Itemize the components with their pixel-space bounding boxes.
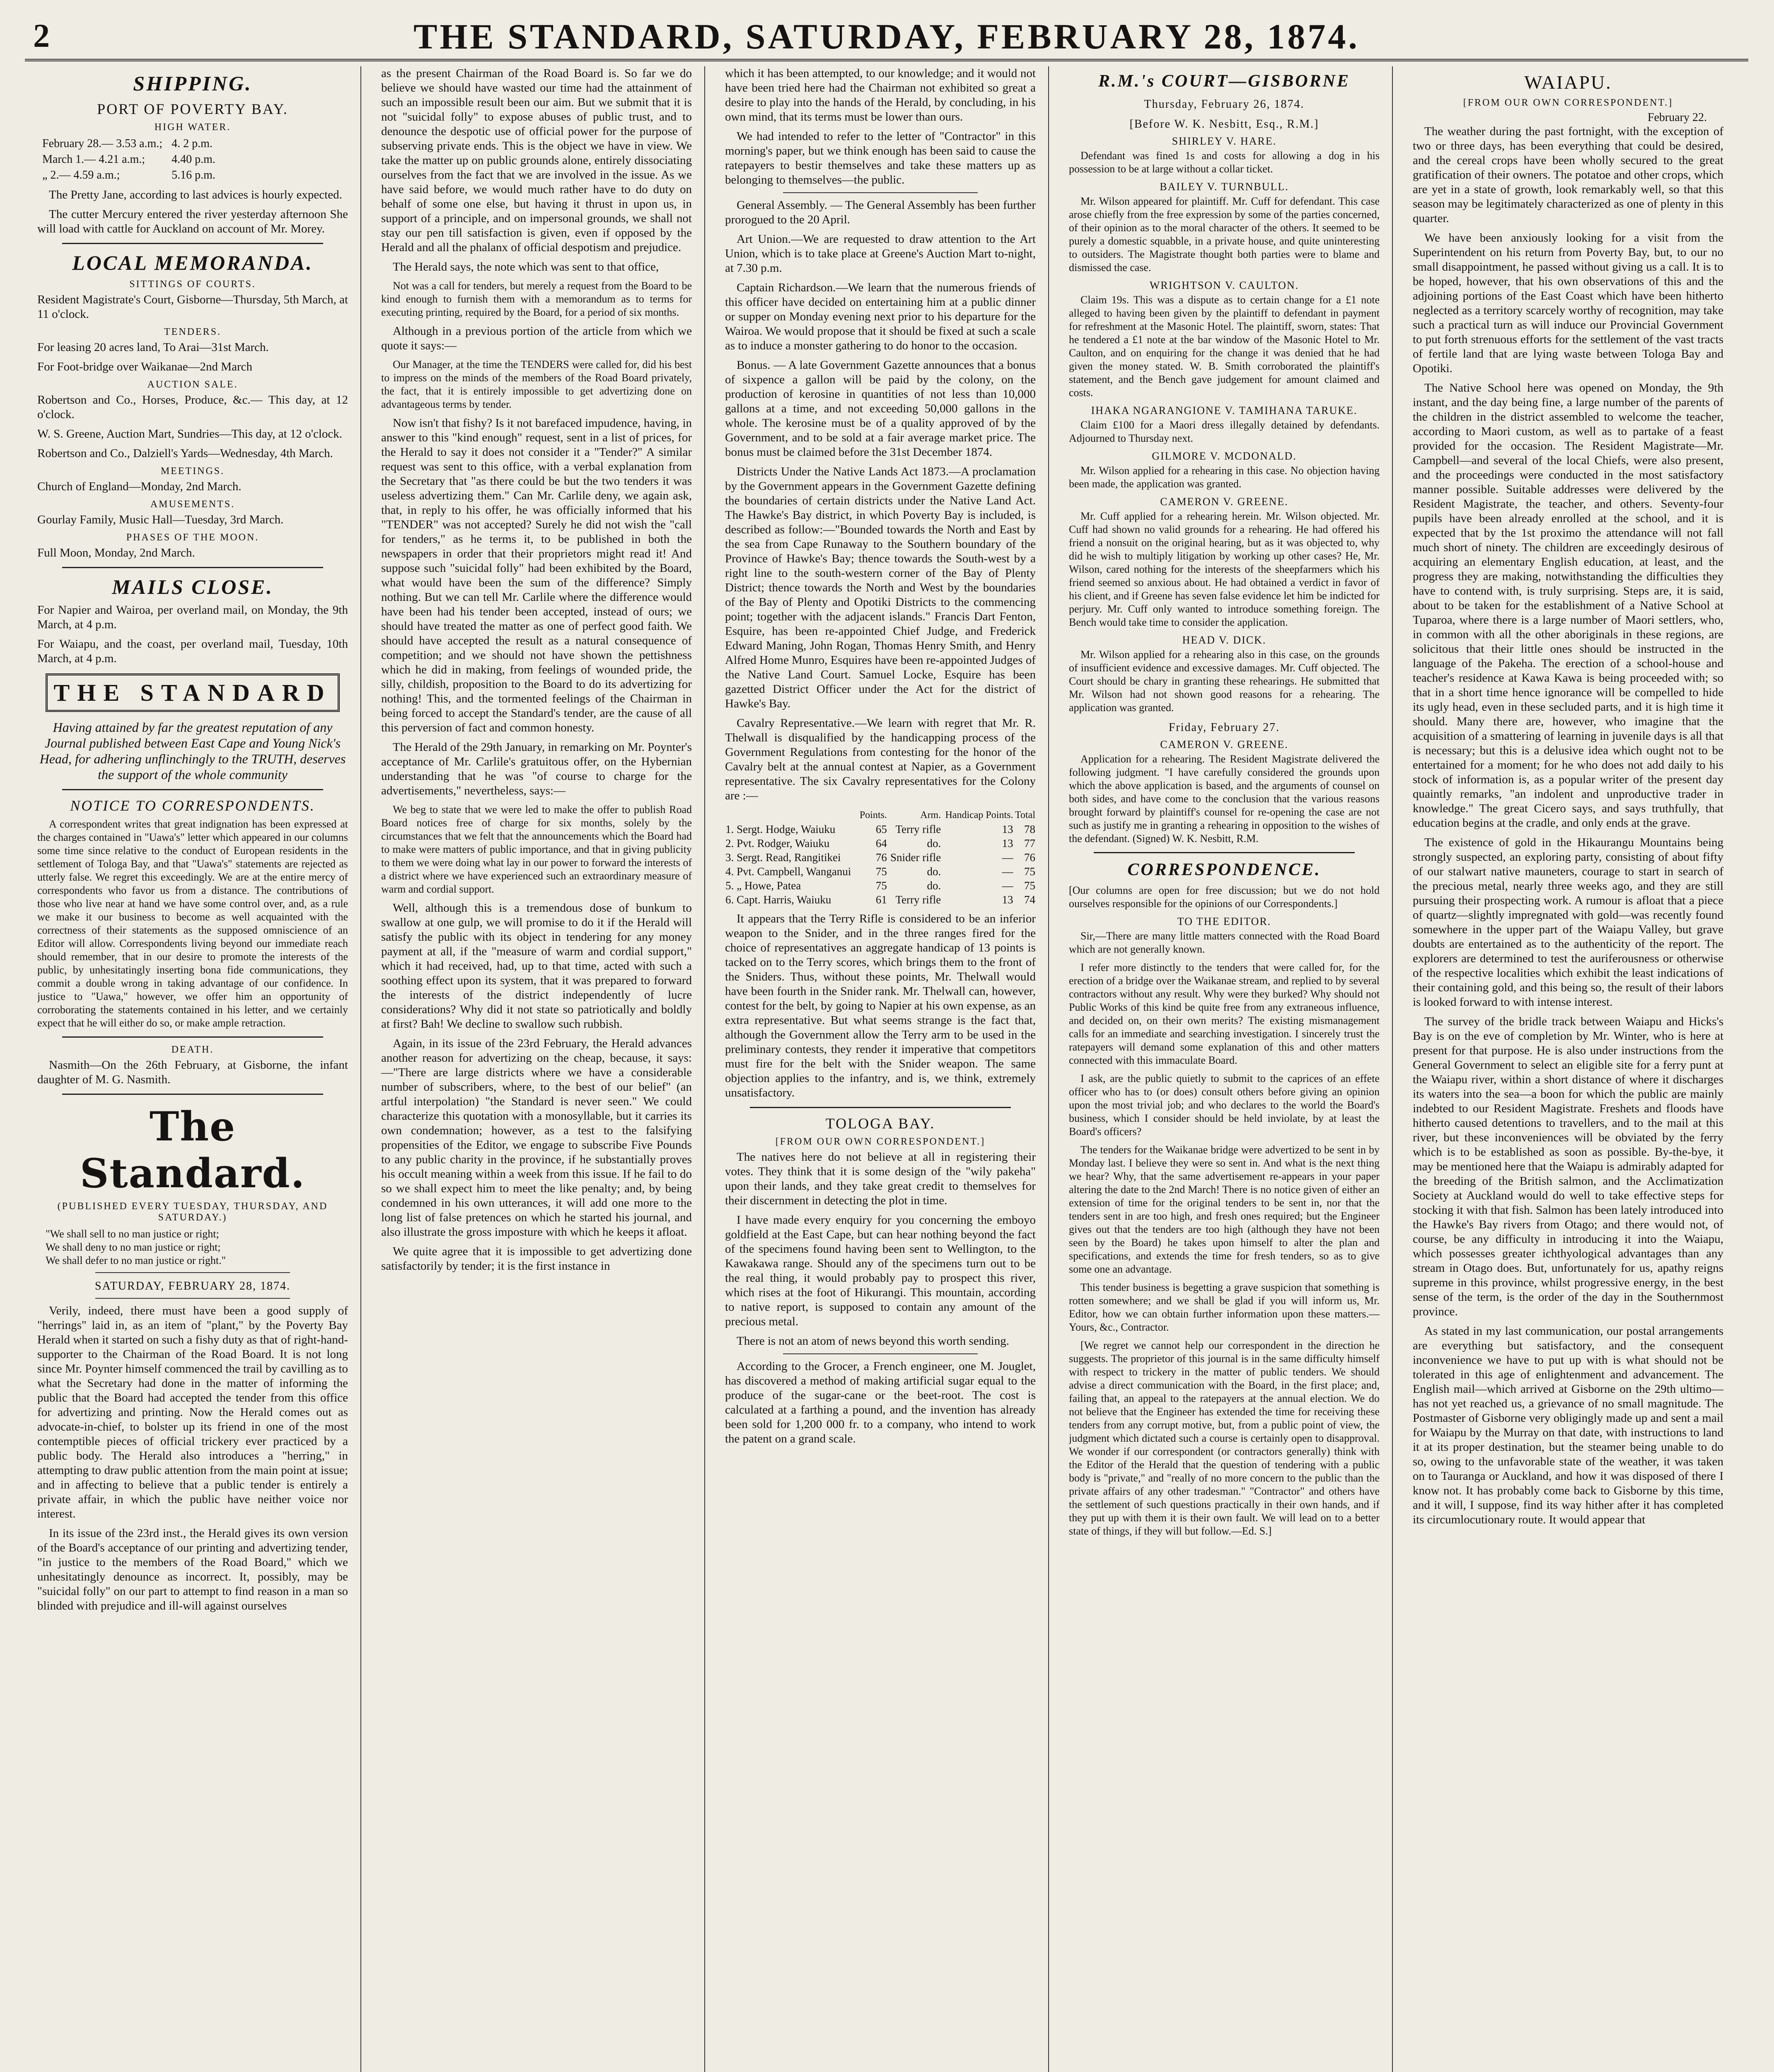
cavalry-arm: do. xyxy=(927,837,941,850)
editorial-para: We quite agree that it is impossible to get advertizing done satisfactorily by tender; it is the first instance in xyxy=(381,1245,692,1273)
column-rule xyxy=(1048,66,1049,2072)
cavalry-table xyxy=(725,808,1036,907)
cavalry-header-row xyxy=(725,808,1036,822)
waiapu-dateline: February 22. xyxy=(1647,111,1707,124)
case-text: Mr. Wilson applied for a rehearing also in this case, on the grounds of insufficient evidence and excessive damages. Mr. Cuff objected. The Court should be chary in granting these rehearings. He submitted that Mr. Wilson had not shown good reasons for a rehearing. The application was granted. xyxy=(1069,649,1380,714)
column-rule xyxy=(704,66,705,2072)
news-item: It appears that the Terry Rifle is considered to be an inferior weapon to the Snider, and in the three ranges fired for the choice of representatives an aggregate handicap of 13 points is tacked on to the Terry scores, which brings them to the front of the Sniders. Thus, without these points, Mr. Thelwall would have been fourth in the Snider rank. Mr. Thelwall can, however, contest for the belt, by going to Napier at his own expense, as an extra representative. But what seems strange is the fact that, although the Government allow the Terry arm to be used in the preliminary contests, they render it imperative that competitors must fire for the belt with the Snider weapon. The same objection applies to the infantry, and is, we think, extremely unsatisfactory. xyxy=(725,912,1036,1099)
tide-evening: 4.40 p.m. xyxy=(172,153,215,166)
tologa-para: I have made every enquiry for you concerning the emboyo goldfield at the East Cape, but can hear nothing beyond the fact of the specimens found having been sent to Wellington, to the Kawakawa range. Should any of the specimens turn out to be the real thing, it would probably pay to prospect this river, which rises at the foot of Hikurangi. This mountain, according to native report, is supposed to contain any amount of the precious metal. xyxy=(725,1213,1036,1328)
amusements-text: Gourlay Family, Music Hall—Tuesday, 3rd March. xyxy=(37,513,284,526)
cavalry-header: Total xyxy=(1015,810,1035,821)
waiapu-heading: WAIAPU. xyxy=(1524,72,1612,93)
cavalry-handicap: 13 xyxy=(1002,893,1013,906)
mails-heading: MAILS CLOSE. xyxy=(112,575,273,598)
auction-item: W. S. Greene, Auction Mart, Sundries—This day, at 12 o'clock. xyxy=(37,427,343,441)
cavalry-total: 78 xyxy=(1024,823,1035,835)
cavalry-arm: Terry rifle xyxy=(895,893,941,906)
case-title: WRIGHTSON V. CAULTON. xyxy=(1149,279,1299,291)
cavalry-total: 77 xyxy=(1024,837,1035,850)
cavalry-name: 5. „ Howe, Patea xyxy=(725,879,801,892)
divider xyxy=(783,1353,978,1354)
editorial-para: which it has been attempted, to our knowledge; and it would not have been tried here had the Chairman not exhibited so great a desire to play into the hands of the Herald, by concluding, in his own mind, that its terms must be lower than ours. xyxy=(725,67,1036,123)
tide-evening: 5.16 p.m. xyxy=(172,169,215,182)
banner-text: Having attained by far the greatest reputation of any Journal published between East Cape and Young Nick's Head, for adhering unflinchingly to the TRUTH, deserves the support of the whole community xyxy=(39,720,346,782)
tologa-para: The natives here do not believe at all in registering their votes. They think that it is some design of the "wily pakeha" upon their lands, and they take great credit to themselves for their discernment in detecting the plot in time. xyxy=(725,1150,1036,1207)
editorial-para: Verily, indeed, there must have been a good supply of "herrings" laid in, as an item of "plant," by the Poverty Bay Herald when it started on such a fishy duty as that of right-hand-supporter to the Chairman of the Road Board. It is not long since Mr. Poynter himself commenced the trail by cavilling as to what the Secretary had done in the matter of informing the public that the Board had accepted the tender from this office for advertizing and printing. Now the Herald comes out as advocate-in-chief, to bolster up its friend in one of the most contemptible pieces of official trickery ever practiced by a public body. The Herald also introduces a "herring," in attempting to draw public attention from the main point at issue; and in affecting to believe that a public tender is entirely a private affair, in which the public have neither voice nor interest. xyxy=(37,1304,348,1520)
cavalry-name: 4. Pvt. Campbell, Wanganui xyxy=(725,865,851,878)
cavalry-arm: Snider rifle xyxy=(890,851,941,864)
editorial-para: The Herald says, the note which was sent to that office, xyxy=(393,260,659,274)
news-item: Districts Under the Native Lands Act 1873.—A proclamation by the Government appears in the Government Gazette defining the boundaries of certain districts under the Native Land Act. The Hawke's Bay district, in which Poverty Bay is included, is described as follow:—"Bounded towards the North and East by the sea from Cape Runaway to the Southern boundary of the Province of Hawke's Bay; thence towards the South-west by a right line to the south-western corner of the Bay of Plenty District; thence towards the North and West by the boundaries of the Bay of Plenty and Opotiki Districts to the commencing point; together with the adjacent islands." Francis Dart Fenton, Esquire, has been re-appointed Chief Judge, and Frederick Edward Maning, John Rogan, Thomas Henry Smith, and Henry Alfred Home Munro, Esquires have been re-appointed Judges of the Native Land Court. Samuel Locke, Esquire has been gazetted District Officer under the Act for the district of Hawke's Bay. xyxy=(725,465,1036,710)
case-text: Mr. Cuff applied for a rehearing herein. Mr. Wilson objected. Mr. Cuff had shown no valid grounds for a rehearing. He had offered his friend a nonsuit on the original hearing, but as it was objected to, why did he wish to multiply litigation by working up other cases? He, Mr. Wilson, cared nothing for the interests of the sheepfarmers which his friend seemed so anxious about. He had obtained a verdict in favor of his client, and if Greene has seven false evidence let him be indicted for perjury. Mr. Cuff only wanted to introduce something foreign. The Bench would take time to consider the application. xyxy=(1069,510,1380,628)
divider xyxy=(750,1107,1011,1108)
mail-item: For Waiapu, and the coast, per overland mail, Tuesday, 10th March, at 4 p.m. xyxy=(37,637,348,665)
editorial-quote: Our Manager, at the time the TENDERS were called for, did his best to impress on the minds of the members of the Road Board privately, the fact, that it is entirely impossible to get advertizing done on advantageous terms by tender. xyxy=(381,358,692,410)
date-line: SATURDAY, FEBRUARY 28, 1874. xyxy=(95,1280,290,1293)
cavalry-row xyxy=(725,879,1036,893)
editor-note: [We regret we cannot help our correspondent in the direction he suggests. The proprietor of this journal is in the same difficulty himself with respect to trickery in the matter of public tenders. We should advise a direct communication with the Board, in the first place; and, failing that, an appeal to the ratepayers at the annual election. We do not believe that the Engineer has extended the time for receiving these tenders from any corrupt motive, but, from a public point of view, the judgment which dictated such a course is certainly open to disapproval. We wonder if our correspondent (or contractors generally) think with the Editor of the Herald that the question of tendering with a public body is "private," and "really of no more concern to the public than the private affairs of any other tradesman." "Contractor" and others have the settlement of such questions practically in their own hands, and if they put up with them it is their own fault. We will lead on to a better state of things, if they will but follow.—Ed. S.] xyxy=(1069,1339,1380,1537)
cavalry-handicap: 13 xyxy=(1002,823,1013,835)
letter-para: I ask, are the public quietly to submit to the caprices of an effete officer who has to (or does) consult others before giving an opinion upon the most trivial job; and who declares to the world the Board's business, which I consider should be held inviolate, by at least the Board's officers? xyxy=(1069,1072,1380,1138)
page-title: THE STANDARD, SATURDAY, FEBRUARY 28, 1874. xyxy=(413,17,1360,56)
case-text: Mr. Wilson applied for a rehearing in this case. No objection having been made, the application was granted. xyxy=(1069,465,1380,490)
news-item: Bonus. — A late Government Gazette announces that a bonus of sixpence a gallon will be paid by the colony, on the production of kerosine in quantities of not less than 10,000 gallons at a time, and not exceeding 50,000 gallons in the whole. The kerosine must be of a quality approved of by the Government, and to be sold at a fair average market price. The bonus must be claimed before the 31st December 1874. xyxy=(725,358,1036,459)
court-date: Thursday, February 26, 1874. xyxy=(1144,98,1305,111)
case-text: Application for a rehearing. The Resident Magistrate delivered the following judgment. "I have carefully considered the grounds upon which the above application is based, and the arguments of counsel on both sides, and have come to the conclusion that the various reasons brought forward by plaintiff's counsel for re-opening the case are not such as justify me in granting a rehearing in opposition to the wishes of the defendant. (Signed) W. K. Nesbitt, R.M. xyxy=(1069,753,1380,845)
meetings-heading: MEETINGS. xyxy=(160,466,225,477)
column-2 xyxy=(381,66,692,2072)
column-4 xyxy=(1069,66,1380,2072)
case-title: CAMERON V. GREENE. xyxy=(1160,738,1288,750)
auction-item: Robertson and Co., Horses, Produce, &c.— This day, at 12 o'clock. xyxy=(37,393,348,421)
case-title: BAILEY V. TURNBULL. xyxy=(1160,181,1289,193)
editorial-para: Again, in its issue of the 23rd February, the Herald advances another reason for advertizing on the cheap, because, it says:—"There are large districts where we have a considerable number of subscribers, where, to the best of our belief" (an artful interpolation) "the Standard is never seen." We could characterize this quotation with a monosyllable, but it carries its own condemnation; however, as a test to the falsifying propensities of the Editor, we engage to subscribe Five Pounds to any public charity in the province, if he substantially proves his occult meaning within a week from this issue. If he fail to do so we shall expect him to meet the like penalty; and, by being condemned in his own utterances, it will add one more to the long list of false pretences on which he started his journal, and also illustrate the gross imposture with which he keeps it afloat. xyxy=(381,1037,692,1239)
tologa-byline: [FROM OUR OWN CORRESPONDENT.] xyxy=(775,1136,986,1147)
waiapu-para: The existence of gold in the Hikaurangu Mountains being strongly suspected, an exploring party, consisting of about fifty of our stalwart native mauneters, courage to start in search of the precious metal, nearly three weeks ago, and they are still pursuing their prospecting work. A rumour is afloat that a piece of quartz—slightly impregnated with gold—was recently found somewhere in the upper part of the Waiapu Valley, but grave doubts are entertained as to the authenticity of the report. The explorers are determined to test the auriferousness or otherwise of the respective localities which exhibit the least indications of their containing gold, and this being so, the result of their labors is looked forward to with intense interest. xyxy=(1413,836,1723,1009)
standard-banner: THE STANDARD xyxy=(46,673,340,712)
cavalry-row xyxy=(725,850,1036,864)
published-note: (PUBLISHED EVERY TUESDAY, THURSDAY, AND SATURDAY.) xyxy=(57,1201,328,1223)
correspondence-note: [Our columns are open for free discussion; but we do not hold ourselves responsible for the opinions of our Correspondents.] xyxy=(1069,884,1380,910)
waiapu-byline: [FROM OUR OWN CORRESPONDENT.] xyxy=(1463,97,1673,108)
editorial-para: We had intended to refer to the letter of "Contractor" in this morning's paper, but we think enough has been said to cause the ratepayers to bestir themselves and take these matters up as belonging to themselves—the public. xyxy=(725,130,1036,186)
case-title: CAMERON V. GREENE. xyxy=(1160,496,1288,508)
tide-row xyxy=(38,136,220,151)
tenders-heading: TENDERS. xyxy=(164,327,221,337)
letter-para: I refer more distinctly to the tenders that were called for, for the erection of a bridge over the Waikanae stream, and replied to by several contractors without any result. Why were they burked? Why should not Public Works of this kind be quite free from any extraneous influence, and decided on, on their own merits? The existing mismanagement calls for an immediate and searching investigation. I sincerely trust the ratepayers will demand some explanation of this and other matters connected with this immaculate Board. xyxy=(1069,961,1380,1066)
editorial-quote: Not was a call for tenders, but merely a request from the Board to be kind enough to furnish them with a memorandum as to terms for executing printing, required by the Board, for a period of six months. xyxy=(381,280,692,318)
shipping-heading: SHIPPING. xyxy=(133,72,252,95)
case-title: SHIRLEY V. HARE. xyxy=(1172,135,1277,147)
divider xyxy=(62,789,323,790)
editorial-quote: We beg to state that we were led to make the offer to publish Road Board notices free of charge for six months, solely by the circumstances that we felt that the announcements which the Board had to make were matters of public importance, and that in giving publicity to them we were doing what lay in our power to forward the interests of a district where we have experienced such an extraordinary measure of warm and cordial support. xyxy=(381,804,692,895)
court-date: Friday, February 27. xyxy=(1168,721,1280,734)
tender-item: For leasing 20 acres land, To Arai—31st March. xyxy=(37,341,269,354)
column-1 xyxy=(37,66,348,2072)
tologa-para: There is not an atom of news beyond this worth sending. xyxy=(737,1334,1010,1348)
column-rule xyxy=(1392,66,1393,2072)
tide-morning: March 1.— 4.21 a.m.; xyxy=(42,153,145,166)
cavalry-name: 3. Sergt. Read, Rangitikei xyxy=(725,851,841,864)
column-5 xyxy=(1413,66,1723,2072)
cavalry-row xyxy=(725,893,1036,907)
court-before: [Before W. K. Nesbitt, Esq., R.M.] xyxy=(1129,118,1319,131)
cavalry-total: 75 xyxy=(1024,865,1035,878)
case-text: Claim 19s. This was a dispute as to certain change for a £1 note alleged to having been given by the plaintiff to defendant in payment for refreshment at the Masonic Hotel. The plaintiff, sworn, states: That he tendered a £1 note at the bar window of the Masonic Hotel to Mr. Caulton, and on enquiring for the change it was denied that he had given the money stated. W. B. Smith corroborated the plaintiff's statement, and the Bench gave judgement for amount claimed and costs. xyxy=(1069,294,1380,399)
cavalry-arm: Terry rifle xyxy=(895,823,941,835)
moon-text: Full Moon, Monday, 2nd March. xyxy=(37,546,195,559)
waiapu-para: We have been anxiously looking for a visit from the Superintendent on his return from Poverty Bay, but, to our no small disappointment, he passed without giving us a call. It is to be hoped, however, that his own observations of this and the adjoining portions of the East Coast which have been hitherto neglected as a territory scarcely worthy of recognition, may take such a practical turn as will induce our Provincial Government to put forth strenuous efforts for the settlement of the vast tracts of fertile land that are lying waste between Tologa Bay and Opotiki. xyxy=(1413,231,1723,375)
letter-para: Sir,—There are many little matters connected with the Road Board which are not generally known. xyxy=(1069,930,1380,955)
waiapu-para: As stated in my last communication, our postal arrangements are everything but satisfactory, and the consequent inconvenience we have to put up with is what should not be tolerated in this age of enlightenment and advancement. The English mail—which arrived at Gisborne on the 29th ultimo—has not yet reached us, a grievance of no small magnitude. The Postmaster of Gisborne very obligingly made up and sent a mail for Waiapu by the Murray on that date, with instructions to land it at its proper destination, but the steamer being unable to do so, owing to the unfavorable state of the weather, it was taken on to Tauranga or Auckland, and how it was disposed of there I know not. It has probably come back to Gisborne by this time, and it will, I suppose, find its way hither after it has completed its circumlocutionary route. It would appear that xyxy=(1413,1324,1723,1526)
cavalry-handicap: — xyxy=(1002,851,1013,864)
tender-item: For Foot-bridge over Waikanae—2nd March xyxy=(37,360,252,373)
cavalry-points: 64 xyxy=(875,837,887,850)
tide-morning: February 28.— 3.53 a.m.; xyxy=(42,137,163,150)
cavalry-arm: do. xyxy=(927,879,941,892)
cavalry-name: 2. Pvt. Rodger, Waiuku xyxy=(725,837,830,850)
divider xyxy=(95,1272,290,1273)
local-heading: LOCAL MEMORANDA. xyxy=(72,251,313,274)
waiapu-para: The survey of the bridle track between Waiapu and Hicks's Bay is on the eve of completion by Mr. Winter, who is here at present for that purpose. He is also under instructions from the General Government to select an eligible site for a ferry punt at the Waiapu river, within a short distance of where it discharges its waters into the sea—a boon for which the public are mainly indebted to our Resident Magistrate. Freshets and floods have hitherto caused detentions to travellers, and to the mail at this river, but these inconveniences will be obviated by the ferry which is to be established as soon as possible. By-the-bye, it may be mentioned here that the Waiapu is admirably adapted for the breeding of the British salmon, and the Acclimatization Society at Auckland would do well to take effective steps for stocking it with that fish. Salmon has been lately introduced into the Hawke's Bay rivers from Otago; and there would not, of course, be any difficulty in introducing it into the Waiapu, which possesses greater ichthyological advantages than any stream in Otago does. But, unfortunately for us, apathy reigns supreme in this province, whilst progressive energy, in the best sense of the term, is the order of the day in the Southernmost province. xyxy=(1413,1015,1723,1318)
standard-logo: The Standard. xyxy=(80,1103,306,1197)
notice-heading: NOTICE TO CORRESPONDENTS. xyxy=(70,797,315,814)
cavalry-handicap: 13 xyxy=(1002,837,1013,850)
tologa-para: According to the Grocer, a French engineer, one M. Jouglet, has discovered a method of making artificial sugar equal to the produce of the sugar-cane or the beet-root. The cost is calculated at a farthing a pound, and the invention has already been sold for 1,200 000 fr. to a company, who intend to work the patent on a grand scale. xyxy=(725,1360,1036,1445)
letter-para: The tenders for the Waikanae bridge were advertized to be sent in by Monday last. I believe they were so sent in. And what is the next thing we hear? Why, that the same advertisement re-appears in your paper altering the date to the 2nd March! There is no notice given of either an extension of time for the original tenders to be sent in, nor that the tenders sent in are too high, and fresh ones required; but the Engineer gives out that the tenders are too high (although they have not been seen by the Board) he takes upon himself to alter the plan and specifications, and extends the time for fresh tenders, so as to give some one an advantage. xyxy=(1069,1144,1380,1275)
letter-para: This tender business is begetting a grave suspicion that something is rotten somewhere; and we shall be glad if you will inform us, Mr. Editor, how we can obtain further information upon these matters.—Yours, &c., Contractor. xyxy=(1069,1281,1380,1333)
case-title: HEAD V. DICK. xyxy=(1182,634,1266,646)
cavalry-points: 76 xyxy=(875,851,887,864)
divider xyxy=(62,1036,323,1038)
cavalry-header: Points. xyxy=(859,810,887,821)
sittings-heading: SITTINGS OF COURTS. xyxy=(129,279,256,290)
shipping-para: The Pretty Jane, according to last advices is hourly expected. xyxy=(49,188,342,201)
column-3 xyxy=(725,66,1036,2072)
tide-evening: 4. 2 p.m. xyxy=(172,137,213,150)
sittings-text: Resident Magistrate's Court, Gisborne—Thursday, 5th March, at 11 o'clock. xyxy=(37,293,348,321)
news-item: Cavalry Representative.—We learn with regret that Mr. R. Thelwall is disqualified by the handicapping process of the Government Regulations from contesting for the honor of the Cavalry belt at the annual contest at Napier, as a Government representative. The six Cavalry representatives for the Colony are :— xyxy=(725,716,1036,802)
news-item: Art Union.—We are requested to draw attention to the Art Union, which is to take place at Greene's Auction Mart to-night, at 7.30 p.m. xyxy=(725,232,1036,275)
amusements-heading: AMUSEMENTS. xyxy=(150,499,235,510)
cavalry-points: 61 xyxy=(875,893,887,906)
cavalry-points: 75 xyxy=(875,879,887,892)
court-heading: R.M.'s COURT—GISBORNE xyxy=(1098,72,1350,91)
news-item: Captain Richardson.—We learn that the numerous friends of this officer have decided on entertaining him at a public dinner or supper on Monday evening next prior to his departure for the Wairoa. We would propose that it should be fixed at such a scale as to induce a monster gathering to do honor to the occasion. xyxy=(725,281,1036,352)
divider xyxy=(1094,852,1355,853)
tide-row xyxy=(38,152,220,167)
cavalry-name: 1. Sergt. Hodge, Waiuku xyxy=(725,823,836,835)
cavalry-name: 6. Capt. Harris, Waiuku xyxy=(725,893,831,906)
motto-line: "We shall sell to no man justice or right; xyxy=(46,1228,219,1240)
correspondence-heading: CORRESPONDENCE. xyxy=(1127,860,1321,879)
divider xyxy=(62,1094,323,1095)
waiapu-para: The weather during the past fortnight, with the exception of two or three days, has been everything that could be desired, and the cereal crops have been wholly secured to the great gratification of their owners. The potatoe and other crops, which are yet in a state of growth, look remarkably well, so that this season may be legitimately characterized as one of plenty in this quarter. xyxy=(1413,125,1723,225)
cavalry-points: 75 xyxy=(875,865,887,878)
editorial-para: In its issue of the 23rd inst., the Herald gives its own version of the Board's acceptance of our printing and advertizing tender, "in justice to the members of the Road Board," which we unhesitatingly denounce as incorrect. It, possibly, may be "suicidal folly" on our part to attempt to find reason in a man so blinded with prejudice and ill-will against ourselves xyxy=(37,1527,348,1612)
cavalry-points: 65 xyxy=(875,823,887,835)
cavalry-arm: do. xyxy=(927,865,941,878)
cavalry-handicap: — xyxy=(1002,865,1013,878)
cavalry-row xyxy=(725,836,1036,850)
editorial-para: Although in a previous portion of the article from which we quote it says:— xyxy=(381,324,692,352)
column-rule xyxy=(360,66,361,2072)
motto xyxy=(46,1227,340,1267)
editorial-para: Now isn't that fishy? Is it not barefaced impudence, having, in answer to this "kind enough" request, sent in a list of prices, for the Herald to say it does not consider it a "Tender?" A similar request was sent to this office, with a verbal explanation from the Secretary that "as there could be but the two tenders it was useless advertizing them." Can Mr. Carlile deny, we again ask, that, in reply to his offer, he was officially informed that his "TENDER" was not accepted? Surely he did not wish the "call for tenders," as he terms it, to be published in both the newspapers in order that their proprietors might read it! And suppose such "suicidal folly" had been exhibited by the Board, what would have been the sum of the difference? Simply nothing. But we can tell Mr. Carlile where the difference would have been had his tender been accepted, instead of ours; we should have treated the matter as one of perfect good faith. We should have accepted the result as a natural consequence of competition; and we should not have shown the pettishness which he did in making, from feelings of wounded pride, the silly, childish, proposition to the Board to do its advertizing for nothing! This, and the tormented feelings of the Chairman in being forced to accept the Standard's tender, are the cause of all this perversion of fact and common honesty. xyxy=(381,416,692,734)
case-text: Mr. Wilson appeared for plaintiff. Mr. Cuff for defendant. This case arose chiefly from the free expression by some of the parties concerned, of their opinion as to the moral character of the others. It seemed to be purely a domestic squabble, in a private house, and quite uninteresting to outsiders. The Magistrate thought both parties were to blame and dismissed the case. xyxy=(1069,195,1380,274)
divider xyxy=(62,567,323,568)
tide-table xyxy=(37,136,220,184)
tide-morning: „ 2.— 4.59 a.m.; xyxy=(42,169,120,182)
auction-heading: AUCTION SALE. xyxy=(147,379,238,390)
cavalry-handicap: — xyxy=(1002,879,1013,892)
death-text: Nasmith—On the 26th February, at Gisborne, the infant daughter of M. G. Nasmith. xyxy=(37,1058,348,1086)
case-title: GILMORE V. MCDONALD. xyxy=(1152,450,1297,462)
case-text: Defendant was fined 1s and costs for allowing a dog in his possession to be at large without a collar ticket. xyxy=(1069,150,1380,175)
cavalry-total: 76 xyxy=(1024,851,1035,864)
divider xyxy=(95,1298,290,1299)
moon-heading: PHASES OF THE MOON. xyxy=(126,532,259,543)
shipping-para: The cutter Mercury entered the river yesterday afternoon She will load with cattle for Auckland on account of Mr. Morey. xyxy=(37,208,348,235)
news-item: General Assembly. — The General Assembly has been further prorogued to the 20 April. xyxy=(725,198,1036,226)
divider xyxy=(62,243,323,244)
cavalry-row xyxy=(725,864,1036,879)
death-heading: DEATH. xyxy=(171,1044,214,1055)
editorial-para: The Herald of the 29th January, in remarking on Mr. Poynter's acceptance of Mr. Carlile's gratuitous offer, on the Hybernian understanding that he was "of course to charge for the advertisements," nevertheless, says:— xyxy=(381,741,692,797)
notice-text: A correspondent writes that great indignation has been expressed at the charges contained in "Uawa's" letter which appeared in our columns some time since relative to the conduct of European residents in the settlement of Tologa Bay, and that "Uawa's" statements are rejected as utterly false. We regret this exceedingly. We are at the entire mercy of correspondents who favor us from a distance. The contributions of those who live near at hand we have some control over, and, as a rule we make it our business to become as well acquainted with the correctness of their statements as the supposed omniscience of an Editor will allow. Correspondents living beyond our immediate reach should remember, that in our desire to promote the interests of the public, by unhesitatingly inserting bona fide communications, they commit a double wrong in taking advantage of our confidence. In justice to "Uawa," however, we offer him an opportunity of corroborating the statements contained in his letter, and we certainly expect that he will either do so, or make ample retraction. xyxy=(37,818,348,1029)
cavalry-header: Arm. xyxy=(920,810,941,821)
divider xyxy=(783,192,978,193)
masthead xyxy=(25,13,1748,61)
motto-line: We shall defer to no man justice or right." xyxy=(46,1254,226,1266)
motto-line: We shall deny to no man justice or right; xyxy=(46,1241,221,1253)
cavalry-total: 75 xyxy=(1024,879,1035,892)
high-water-heading: HIGH WATER. xyxy=(154,122,231,133)
case-text: Claim £100 for a Maori dress illegally detained by defendants. Adjourned to Thursday next. xyxy=(1069,419,1380,444)
mail-item: For Napier and Wairoa, per overland mail, on Monday, the 9th March, at 4 p.m. xyxy=(37,603,348,631)
page-number: 2 xyxy=(33,18,50,54)
meetings-text: Church of England—Monday, 2nd March. xyxy=(37,480,242,493)
tide-row xyxy=(38,168,220,183)
editorial-para: Well, although this is a tremendous dose of bunkum to swallow at one gulp, we will promise to do it if the Herald will satisfy the public with its object in tendering for any money payment at all, if the "measure of warm and cordial support," which it had received, had, up to that time, acted with such a soothing effect upon its system, that it was prepared to forward the interests of the district independently of lucre considerations? Why did it not state so patriotically and boldly at first? Bah! We decline to swallow such rubbish. xyxy=(381,901,692,1031)
cavalry-total: 74 xyxy=(1024,893,1035,906)
case-title: IHAKA NGARANGIONE V. TAMIHANA TARUKE. xyxy=(1091,404,1358,416)
auction-item: Robertson and Co., Dalziell's Yards—Wednesday, 4th March. xyxy=(37,447,333,460)
tologa-heading: TOLOGA BAY. xyxy=(825,1115,935,1132)
cavalry-row xyxy=(725,822,1036,836)
port-heading: PORT OF POVERTY BAY. xyxy=(97,101,288,117)
waiapu-para: The Native School here was opened on Monday, the 9th instant, and the day being fine, a large number of the parents of the children in the district assembled to welcome the teacher, according to Maori custom, as well as to partake of a feast provided for the occasion. The Resident Magistrate—Mr. Campbell—and several of the local Chiefs, were also present, and the proceedings were conducted in the most satisfactory manner possible. Suitable addresses were delivered by the Resident Magistrate, the teacher, and others. Seventy-four pupils have been already enrolled at the school, and it is expected that by the 1st proximo the attendance will not fall much short of ninety. The children are exceedingly desirous of acquiring an elementary English education, at least, and the progress they are making, notwithstanding the difficulties they have to contend with, is truly surprising. Steps are, it is said, about to be taken for the establishment of a Native School at Tuparoa, where there is a large number of Maori settlers, who, in common with all the other aboriginals in these regions, are solicitous that their little ones should be instructed in the language of the Pakeha. The erection of a school-house and teacher's residence at Kawa Kawa is being proceeded with; so that in a short time hence ignorance will be compelled to hide its ugly head, even in these secluded parts, and it is high time it should. Many there are, however, who imagine that the acquisition of a smattering of learning in juvenile days is all that is necessary; but this is a delusive idea which ought not to be entertained for a moment; for he who does not add daily to his stock of information is, as a popular writer of the present day quaintly remarks, "an indolent and unproductive trader in knowledge." The great Cicero says, and says truthfully, that education begins at the cradle, and only ends at the grave. xyxy=(1413,381,1723,830)
cavalry-header: Handicap Points. xyxy=(945,810,1013,821)
editorial-para: as the present Chairman of the Road Board is. So far we do believe we should have wasted our time had the attainment of such an impossible result been our aim. But we submit that it is not "suicidal folly" to expose abuses of public trust, and to denounce the despotic use of official power for the purpose of subserving private ends. This is the object we have in view. We take the matter up on public grounds alone, entirely dissociating ourselves from the fact that we are involved in the issue. As we have said before, we would much rather have to do duty on behalf of some one else, but having it thrust in upon us, in support of a principle, and on impersonal grounds, we shall not stay our pen till satisfaction is given, even if opposed by the Herald and all the phalanx of official despotism and prejudice. xyxy=(381,67,692,254)
to-editor: TO THE EDITOR. xyxy=(1177,915,1271,927)
